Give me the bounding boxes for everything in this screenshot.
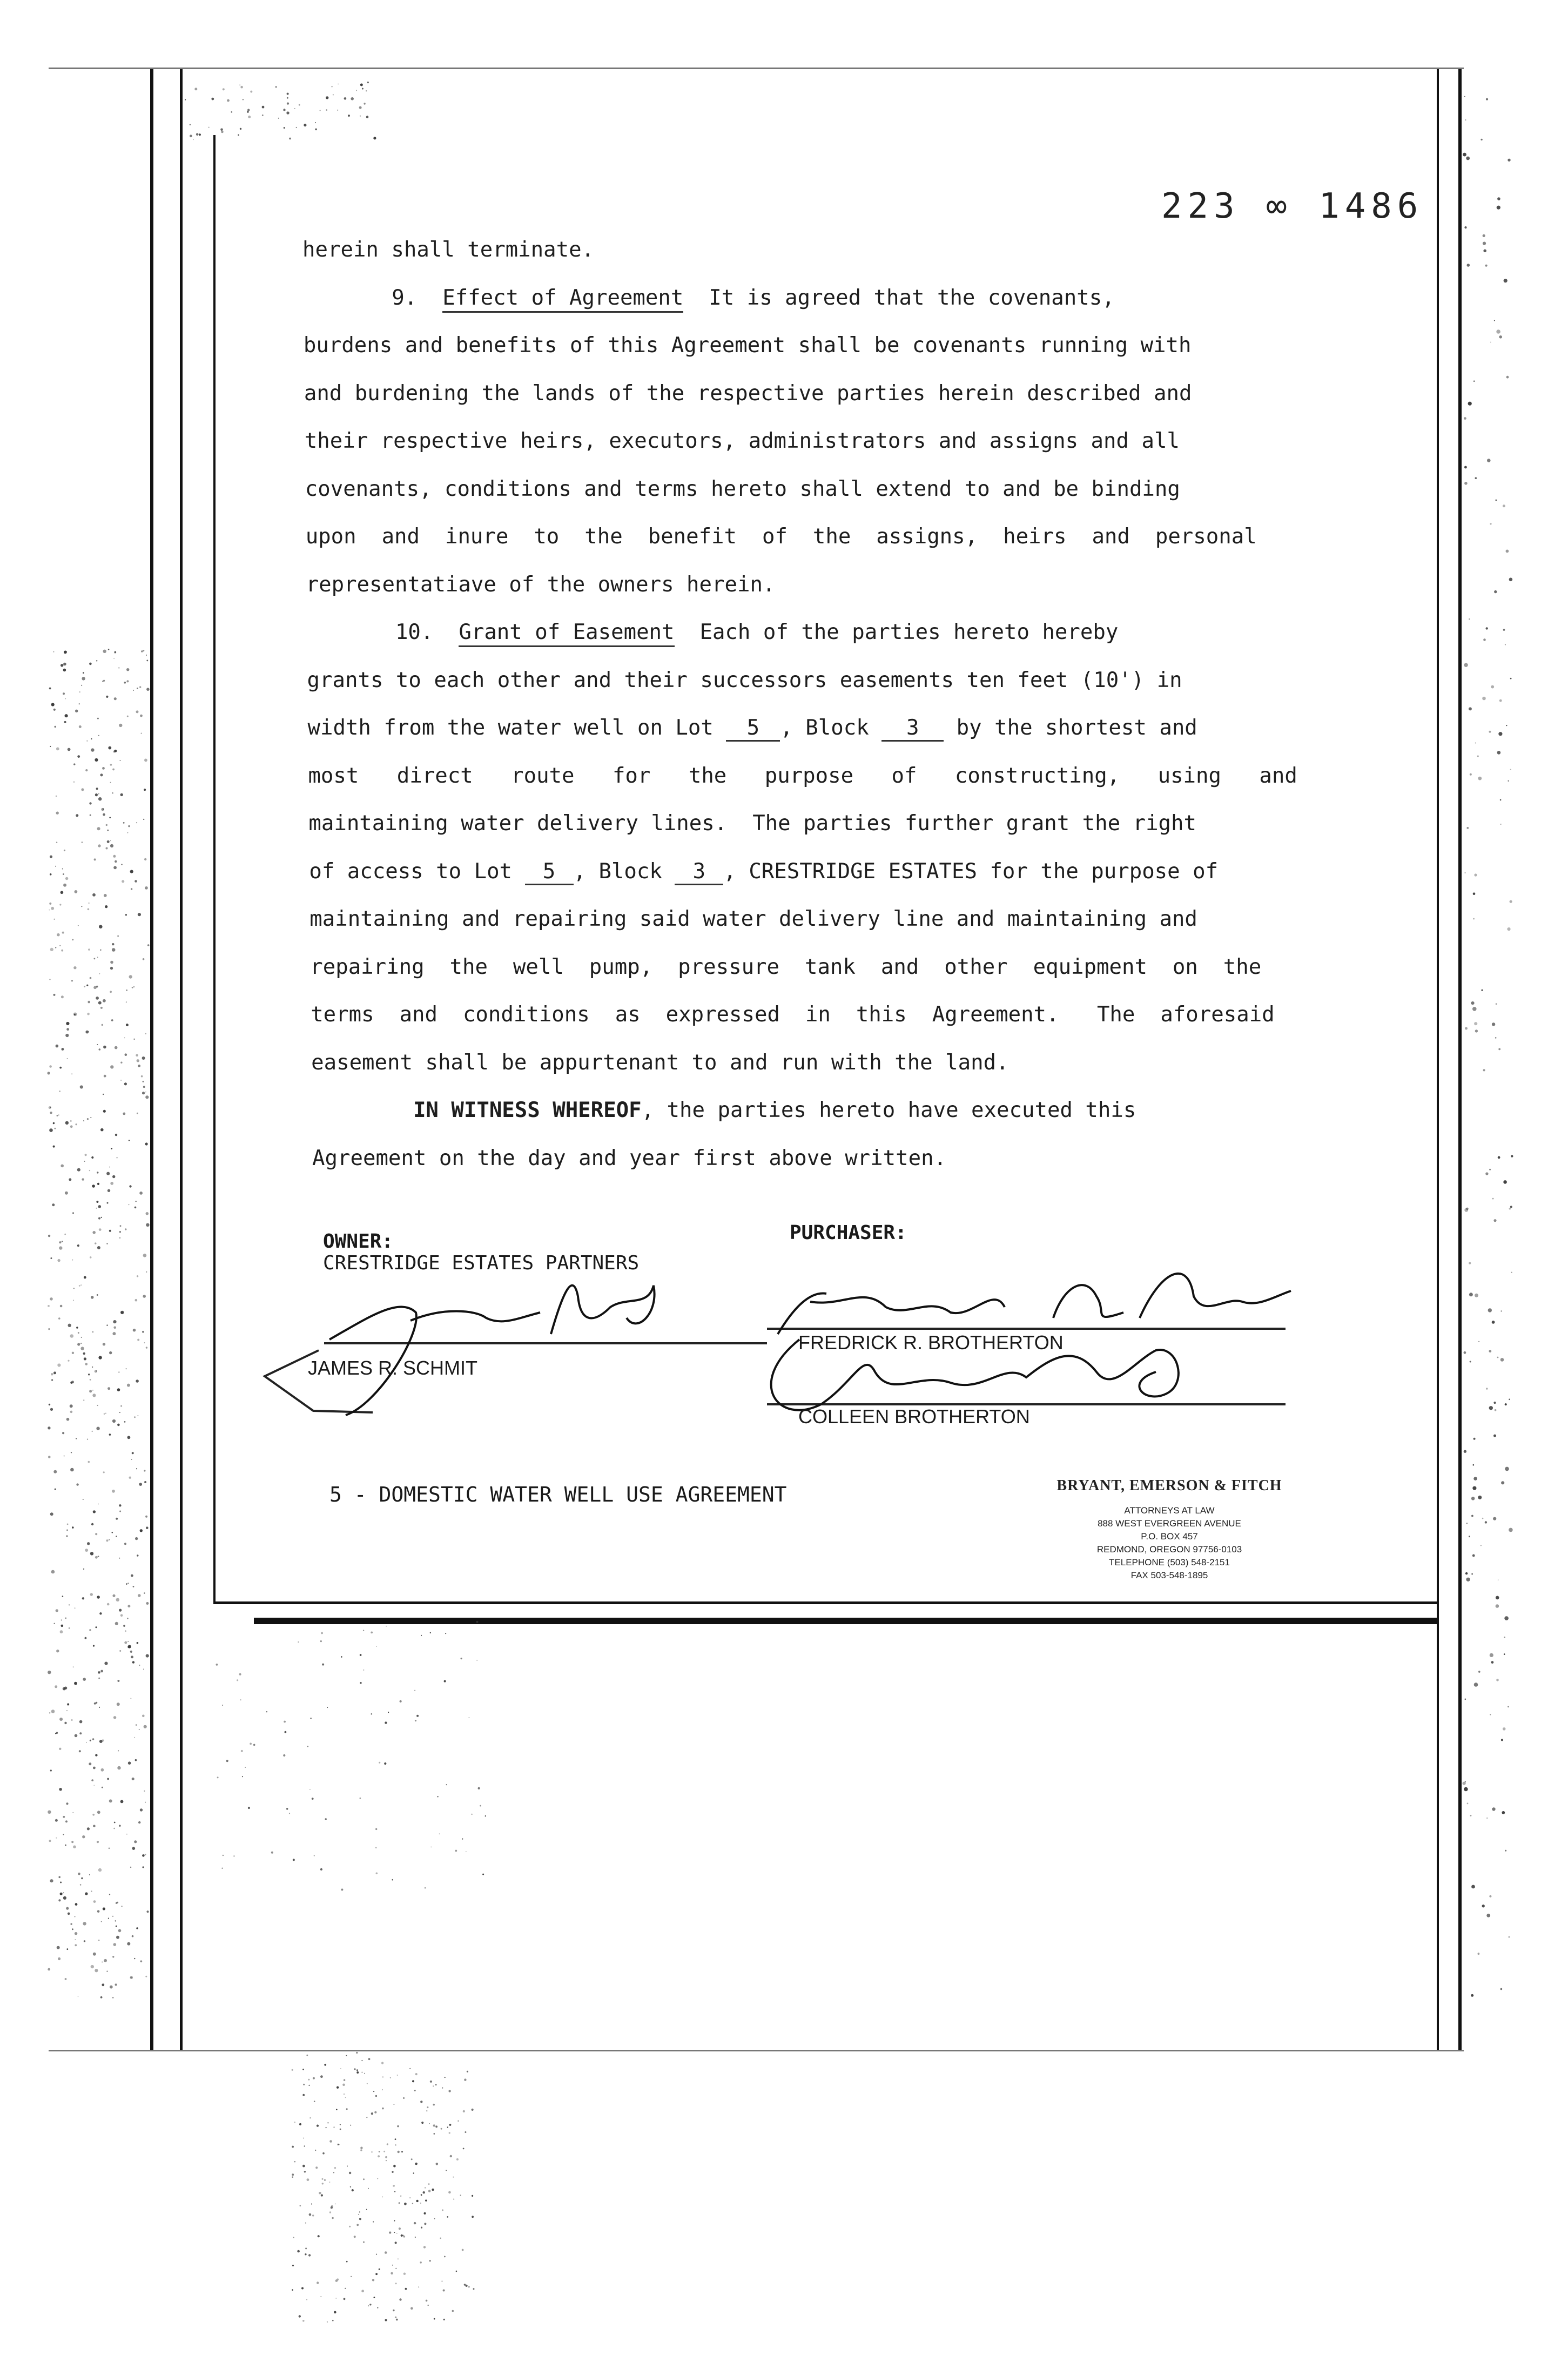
text-run: most direct route for the purpose of constructing, using and bbox=[308, 763, 1297, 788]
text-run: and burdening the lands of the respective parties herein described and bbox=[304, 381, 1192, 406]
firm-line: ATTORNEYS AT LAW bbox=[1124, 1505, 1215, 1516]
text-run: herein shall terminate. bbox=[302, 238, 595, 262]
text-run: grants to each other and their successors easements ten feet (10') in bbox=[307, 668, 1182, 692]
purchaser-signature-1 bbox=[778, 1274, 1291, 1334]
firm-line: P.O. BOX 457 bbox=[1141, 1531, 1198, 1542]
text-run: Each of the parties hereto hereby bbox=[674, 620, 1119, 644]
text-run: Agreement on the day and year first above written. bbox=[312, 1146, 947, 1170]
text-run: , Block bbox=[573, 859, 675, 884]
text-run: 9. bbox=[302, 285, 443, 310]
document-number: 223 ∞ 1486 bbox=[1161, 186, 1424, 226]
firm-line: TELEPHONE (503) 548-2151 bbox=[1109, 1557, 1230, 1567]
fill-in-blank: 5 bbox=[726, 716, 780, 742]
text-run: representatiave of the owners herein. bbox=[306, 572, 776, 597]
owner-heading: OWNER: bbox=[323, 1230, 394, 1253]
text-run: upon and inure to the benefit of the assigns, heirs and personal bbox=[305, 524, 1257, 549]
text-run: of access to Lot bbox=[309, 859, 525, 884]
text-run: It is agreed that the covenants, bbox=[683, 285, 1115, 310]
owner-signature bbox=[329, 1286, 655, 1415]
firm-line: REDMOND, OREGON 97756-0103 bbox=[1096, 1544, 1242, 1554]
text-run: width from the water well on Lot bbox=[307, 716, 726, 740]
text-run: burdens and benefits of this Agreement shall be covenants running with bbox=[303, 333, 1192, 358]
text-run: , CRESTRIDGE ESTATES for the purpose of bbox=[723, 859, 1219, 884]
purchaser-signer-2-name: COLLEEN BROTHERTON bbox=[798, 1405, 1030, 1428]
text-run: Grant of Easement bbox=[459, 620, 674, 647]
text-run: their respective heirs, executors, administrators and assigns and all bbox=[304, 429, 1180, 453]
purchaser-signer-1-name: FREDRICK R. BROTHERTON bbox=[798, 1331, 1064, 1354]
text-run: , the parties hereto have executed this bbox=[641, 1098, 1136, 1122]
text-run: Effect of Agreement bbox=[442, 286, 683, 313]
purchaser-heading: PURCHASER: bbox=[790, 1222, 907, 1244]
text-run: terms and conditions as expressed in this Agreement. The aforesaid bbox=[311, 1002, 1275, 1027]
firm-name: BRYANT, EMERSON & FITCH bbox=[1056, 1477, 1282, 1494]
text-run: covenants, conditions and terms hereto shall extend to and be binding bbox=[305, 476, 1180, 501]
text-run: by the shortest and bbox=[944, 716, 1197, 740]
law-firm-block bbox=[1042, 1477, 1296, 1582]
text-run: repairing the well pump, pressure tank and other equipment on the bbox=[310, 954, 1262, 979]
owner-entity: CRESTRIDGE ESTATES PARTNERS bbox=[323, 1252, 640, 1274]
text-run: 10. bbox=[306, 620, 459, 644]
owner-signer-name: JAMES R. SCHMIT bbox=[308, 1357, 478, 1379]
firm-line: FAX 503-548-1895 bbox=[1130, 1570, 1208, 1580]
page-footer-title: 5 - DOMESTIC WATER WELL USE AGREEMENT bbox=[329, 1483, 787, 1506]
fill-in-blank: 3 bbox=[675, 859, 723, 885]
text-run: maintaining and repairing said water delivery line and maintaining and bbox=[309, 907, 1197, 931]
text-run: maintaining water delivery lines. The parties further grant the right bbox=[308, 811, 1196, 836]
text-run: , Block bbox=[780, 716, 882, 740]
text-run: easement shall be appurtenant to and run with the land. bbox=[311, 1050, 1009, 1075]
fill-in-blank: 5 bbox=[525, 859, 574, 885]
firm-line: 888 WEST EVERGREEN AVENUE bbox=[1098, 1518, 1241, 1529]
fill-in-blank: 3 bbox=[881, 716, 944, 742]
text-run: IN WITNESS WHEREOF bbox=[413, 1098, 642, 1122]
